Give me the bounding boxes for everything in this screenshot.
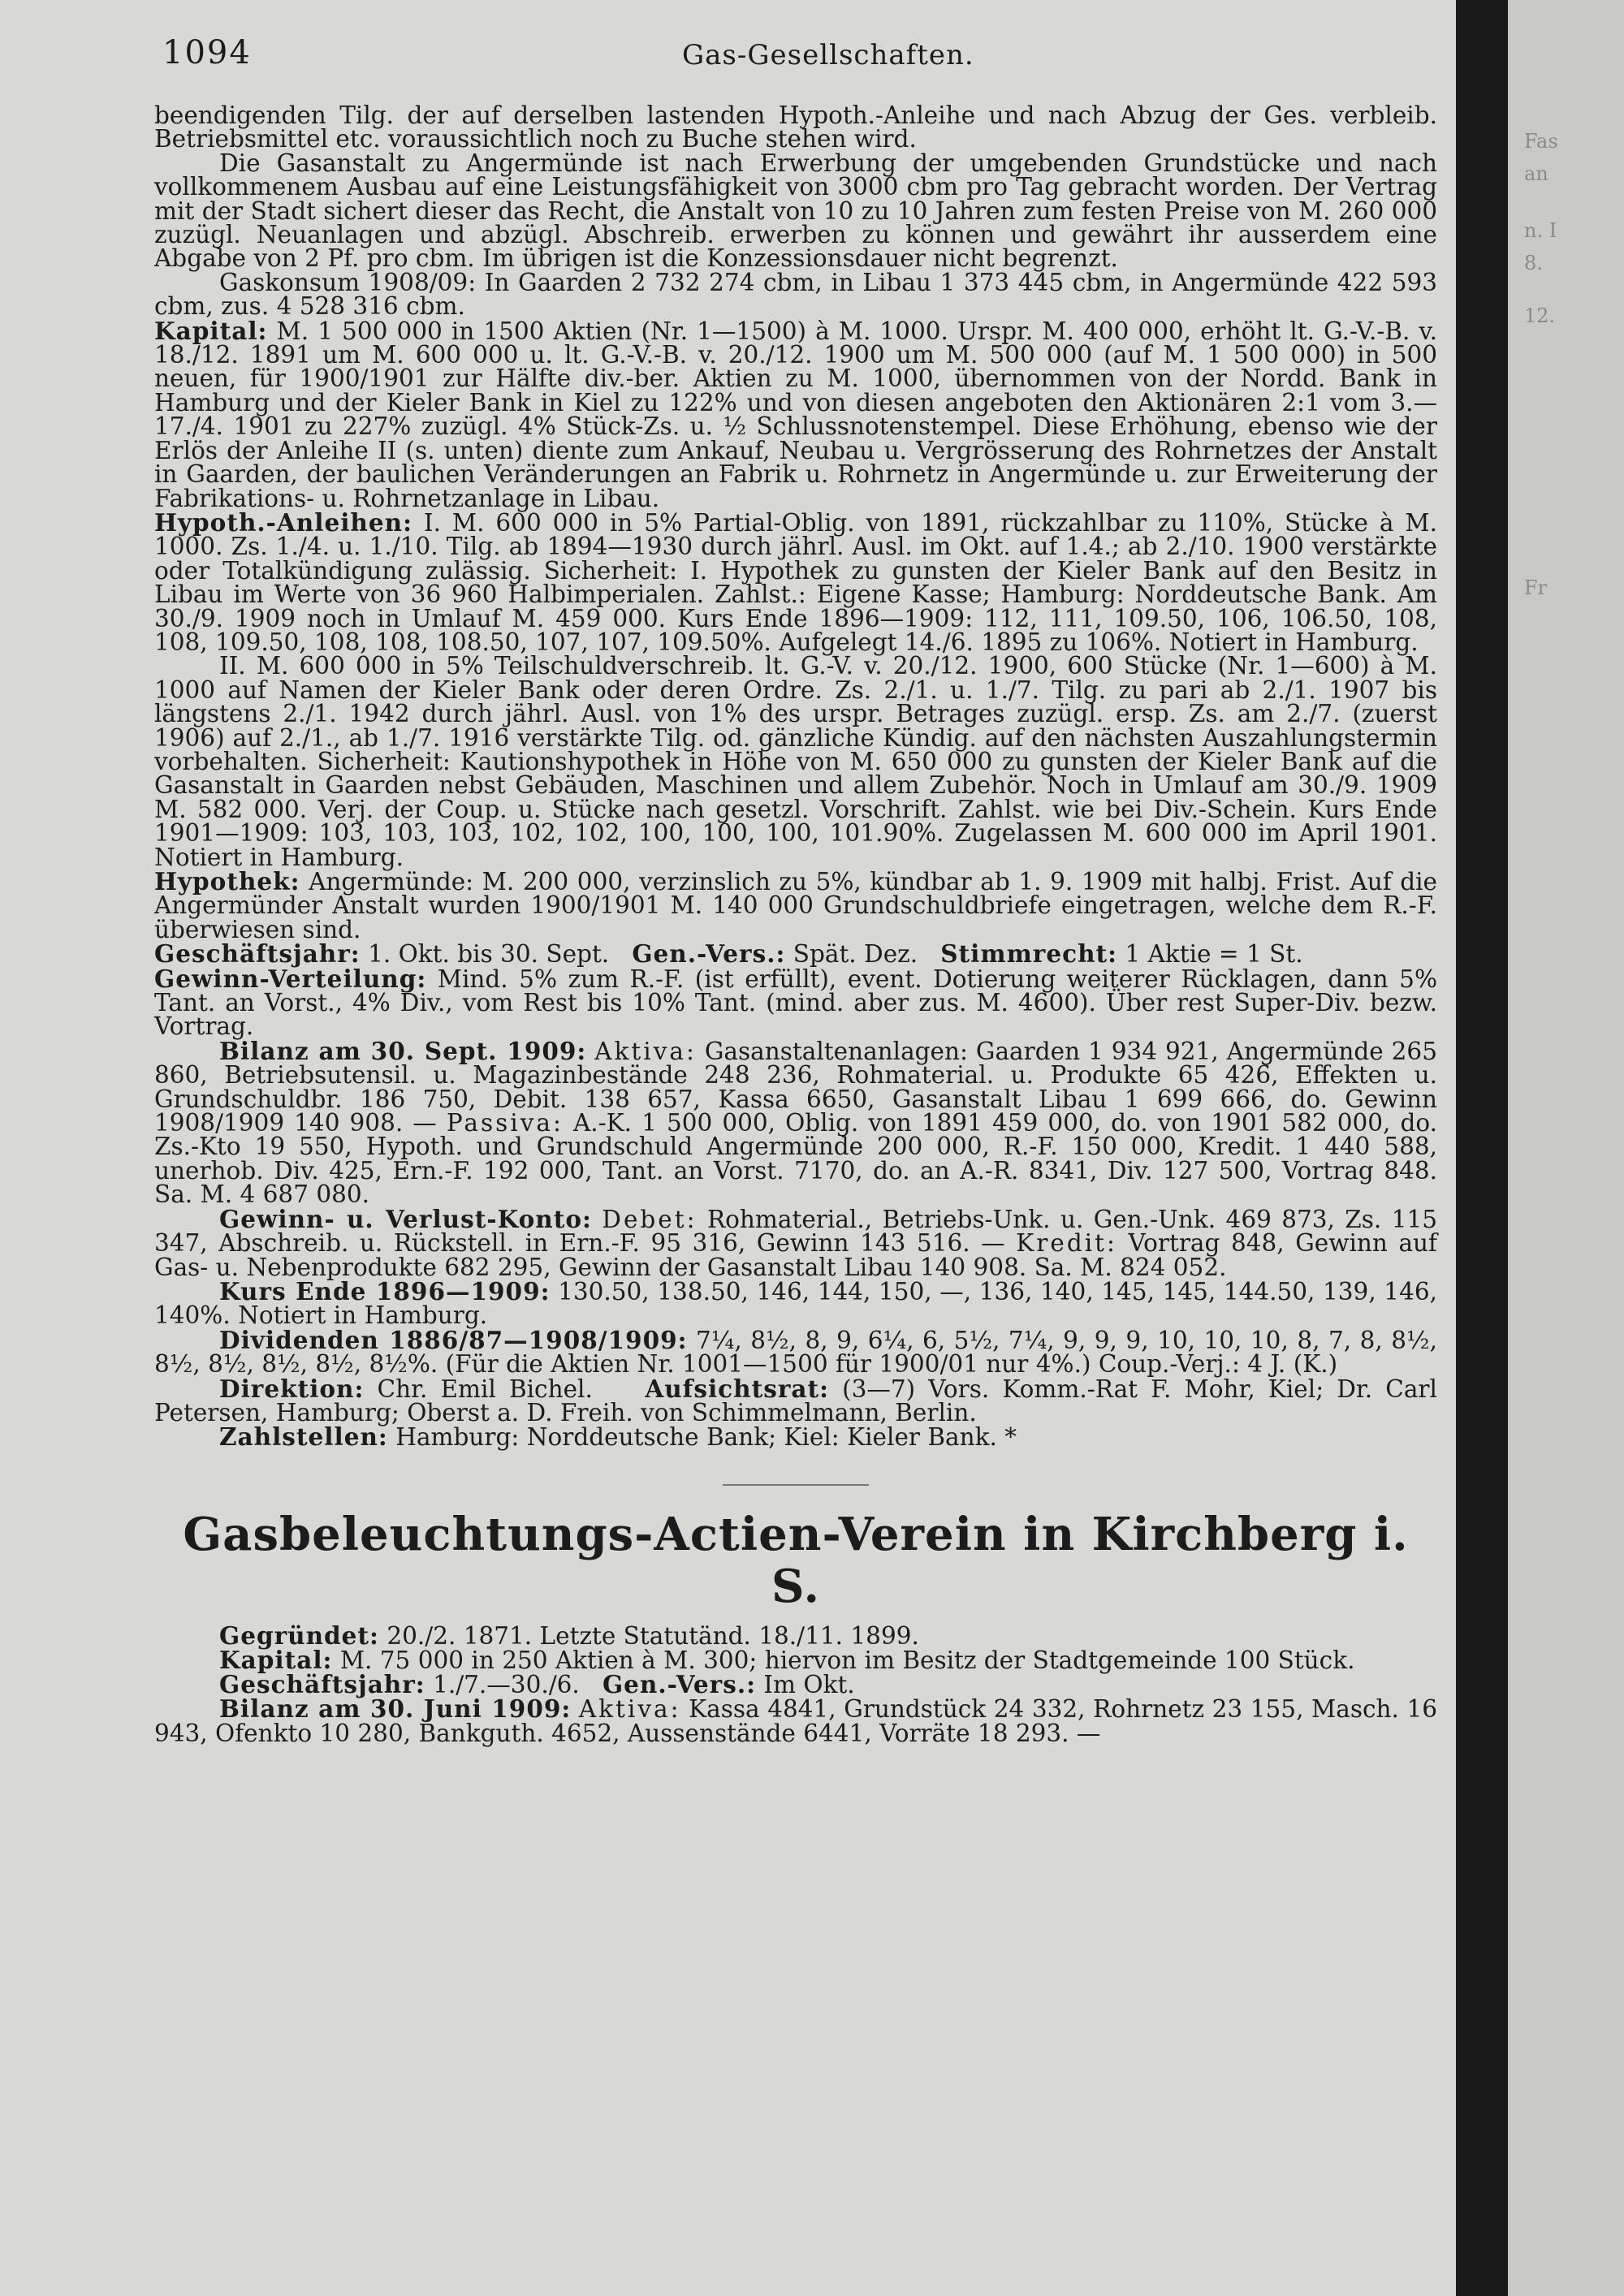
main-column	[154, 101, 1437, 1747]
text-aufsichtsrat: (3—7) Vors. Komm.-Rat F. Mohr, Kiel; Dr. Carl Petersen, Hamburg; Oberst a. D. Freih. von Schimmelmann, Berlin.	[154, 1375, 1437, 1426]
page-number: 1094	[162, 34, 252, 71]
label-kredit: Kredit:	[1016, 1229, 1117, 1258]
paragraph-gasanstalt: Die Gasanstalt zu Angermünde ist nach Erwerbung der umgebenden Grundstücke und nach vollkommenem Ausbau auf eine Leistungsfähigkeit von 3000 cbm pro Tag gebracht worden. Der Vertrag mit der Stadt sichert dieser das Recht, die Anstalt von 10 zu 10 Jahren zum festen Preise von M. 260 000 zuzügl. Neuanlagen und abzügl. Abschreib. erwerben zu können und gewährt ihr ausserdem eine Abgabe von 2 Pf. pro cbm. Im übrigen ist die Konzessionsdauer nicht begrenzt.	[154, 149, 1437, 273]
label-zahlstellen: Zahlstellen:	[219, 1422, 388, 1452]
text-geschaeftsjahr: 1. Okt. bis 30. Sept.	[368, 940, 610, 969]
text-zahlstellen: Hamburg: Norddeutsche Bank; Kiel: Kieler Bank. *	[395, 1423, 1017, 1452]
book-spine-shadow	[1456, 0, 1508, 2296]
edge-fragment: 12.	[1524, 304, 1556, 327]
text-kredit: Vortrag 848, Gewinn auf Gas- u. Nebenprodukte 682 295, Gewinn der Gasanstalt Libau 140 908. Sa. M. 824 052.	[154, 1229, 1437, 1281]
label-hypoth-anleihen: Hypoth.-Anleihen:	[154, 507, 412, 537]
label-aktiva-2: Aktiva:	[578, 1694, 681, 1723]
text-kapital-2: M. 75 000 in 250 Aktien à M. 300; hiervon im Besitz der Stadtgemeinde 100 Stück.	[339, 1646, 1355, 1674]
label-bilanz-2: Bilanz am 30. Juni 1909:	[219, 1694, 572, 1723]
adjacent-page-edge	[1508, 0, 1624, 2296]
section-hypoth-anleihen	[154, 507, 1437, 656]
section-kapital-2	[154, 1645, 1437, 1674]
label-hypothek: Hypothek:	[154, 867, 300, 896]
article-title: Gasbeleuchtungs-Actien-Verein in Kirchberg i. S.	[183, 1507, 1409, 1613]
text-hypothek: Angermünde: M. 200 000, verzinslich zu 5%, kündbar ab 1. 9. 1909 mit halbj. Frist. Auf die Angermünder Anstalt wurden 1900/1901 M. 140 000 Grundschuldbriefe eingetragen, welche dem R.-F. überwiesen sind.	[154, 868, 1437, 943]
text-aktiva-2: Kassa 4841, Grundstück 24 332, Rohrnetz 23 155, Masch. 16 943, Ofenkto 10 280, Bankguth. 4652, Aussenstände 6441, Vorräte 18 293. —	[154, 1694, 1437, 1747]
edge-fragment: n. I	[1524, 219, 1557, 242]
text-stimmrecht: 1 Aktie = 1 St.	[1125, 940, 1303, 969]
label-aufsichtsrat: Aufsichtsrat:	[645, 1374, 829, 1403]
text-hypoth-anleihe-2: II. M. 600 000 in 5% Teilschuldverschreib. lt. G.-V. v. 20./12. 1900, 600 Stücke (Nr. 1—600) à M. 1000 auf Namen der Kieler Bank oder deren Ordre. Zs. 2./1. u. 1./7. Tilg. zu pari ab 2./1. 1907 bis längstens 2./1. 1942 durch jährl. Ausl. von 1% des urspr. Betrages zuzügl. ersp. Zs. am 2./7. (zuerst 1906) auf 2./1., ab 1./7. 1916 verstärkte Tilg. od. gänzliche Kündig. auf den nächsten Auszahlungstermin vorbehalten. Sicherheit: Kautionshypothek in Höhe von M. 650 000 zu gunsten der Kieler Bank auf die Gasanstalt in Gaarden nebst Gebäuden, Maschinen und allem Zubehör. Noch in Umlauf am 30./9. 1909 M. 582 000. Verj. der Coup. u. Stücke nach gesetzl. Vorschrift. Zahlst. wie bei Div.-Schein. Kurs Ende 1901—1909: 103, 103, 103, 102, 102, 100, 100, 100, 101.90%. Zugelassen M. 600 000 im April 1901. Notiert in Hamburg.	[154, 652, 1437, 871]
text-hypoth-anleihe-1: I. M. 600 000 in 5% Partial-Oblig. von 1891, rückzahlbar zu 110%, Stücke à M. 1000. Zs. 1./4. u. 1./10. Tilg. ab 1894—1930 durch jährl. Ausl. im Okt. auf 1.4.; ab 2./10. 1900 verstärkte oder Totalkündigung zulässig. Sicherheit: I. Hypothek zu gunsten der Kieler Bank auf den Besitz in Libau im Werte von 36 960 Halbimperialen. Zahlst.: Eigene Kasse; Hamburg: Norddeutsche Bank. Am 30./9. 1909 noch in Umlauf M. 459 000. Kurs Ende 1896—1909: 112, 111, 109.50, 106, 106.50, 108, 108, 109.50, 108, 108, 108.50, 107, 107, 109.50%. Aufgelegt 14./6. 1895 zu 106%. Notiert in Hamburg.	[154, 508, 1437, 656]
edge-fragment: Fas	[1524, 130, 1558, 153]
running-title: Gas-Gesellschaften.	[682, 39, 974, 71]
label-passiva: Passiva:	[446, 1109, 564, 1137]
label-bilanz: Bilanz am 30. Sept. 1909:	[219, 1036, 587, 1065]
page-header	[162, 34, 1445, 83]
section-hypothek	[154, 867, 1437, 943]
label-direktion: Direktion:	[219, 1374, 365, 1403]
section-gegruendet	[154, 1621, 1437, 1650]
label-gen-vers-2: Gen.-Vers.:	[602, 1669, 756, 1698]
article-2-body	[154, 1621, 1437, 1747]
edge-fragment: 8.	[1524, 252, 1543, 274]
paragraph-continuation: beendigenden Tilg. der auf derselben lastenden Hypoth.-Anleihe und nach Abzug der Ges. verbleib. Betriebsmittel etc. voraussichtlich noch zu Buche stehen wird.	[154, 101, 1437, 153]
section-direktion	[154, 1374, 1437, 1426]
text-gewinn-verteilung: Mind. 5% zum R.-F. (ist erfüllt), event. Dotierung weiterer Rücklagen, dann 5% Tant. an Vorst., 4% Div., vom Rest bis 10% Tant. (mind. aber zus. M. 4600). Über rest Super-Div. bezw. Vortrag.	[154, 965, 1437, 1041]
label-geschaeftsjahr-2: Geschäftsjahr:	[219, 1669, 425, 1698]
text-geschaeftsjahr-2: 1./7.—30./6.	[433, 1670, 580, 1698]
label-gewinn-verteilung: Gewinn-Verteilung:	[154, 964, 427, 993]
text-kapital: M. 1 500 000 in 1500 Aktien (Nr. 1—1500) à M. 1000. Urspr. M. 400 000, erhöht lt. G.-V.-B. v. 18./12. 1891 um M. 600 000 u. lt. G.-V.-B. v. 20./12. 1900 um M. 500 000 (auf M. 1 500 000) in 500 neuen, für 1900/1901 zur Hälfte div.-ber. Aktien zu M. 1000, übernommen von der Nordd. Bank in Hamburg und der Kieler Bank in Kiel zu 122% und von diesen angeboten den Aktionären 2:1 vom 3.—17./4. 1901 zu 227% zuzügl. 4% Stück-Zs. u. ½ Schlussnotenstempel. Diese Erhöhung, ebenso wie der Erlös der Anleihe II (s. unten) diente zum Ankauf, Neubau u. Vergrösserung des Rohrnetzes der Anstalt in Gaarden, der baulichen Veränderungen an Fabrik u. Rohrnetz in Angermünde u. zur Erweiterung der Fabrikations- u. Rohrnetzanlage in Libau.	[154, 317, 1437, 512]
text-dividenden: 7¼, 8½, 8, 9, 6¼, 6, 5½, 7¼, 9, 9, 9, 10, 10, 10, 8, 7, 8, 8½, 8½, 8½, 8½, 8½, 8½%. (Für die Aktien Nr. 1001—1500 für 1900/01 nur 4%.) Coup.-Verj.: 4 J. (K.)	[154, 1326, 1437, 1379]
text-gen-vers-2: Im Okt.	[763, 1670, 855, 1698]
section-kapital	[154, 316, 1437, 512]
label-gewinn-verlust: Gewinn- u. Verlust-Konto:	[219, 1204, 592, 1233]
label-debet: Debet:	[602, 1205, 698, 1233]
edge-fragment: Fr	[1524, 576, 1548, 599]
section-bilanz-2	[154, 1694, 1437, 1747]
text-debet: Rohmaterial., Betriebs-Unk. u. Gen.-Unk. 469 873, Zs. 115 347, Abschreib. u. Rückstell. in Ern.-F. 95 316, Gewinn 143 516. —	[154, 1205, 1437, 1258]
label-kurs: Kurs Ende 1896—1909:	[219, 1276, 551, 1306]
text-kurs: 130.50, 138.50, 146, 144, 150, —, 136, 140, 145, 145, 144.50, 139, 146, 140%. Notiert in Hamburg.	[154, 1277, 1437, 1330]
paragraph-gaskonsum: Gaskonsum 1908/09: In Gaarden 2 732 274 cbm, in Libau 1 373 445 cbm, in Angermünde 422 593 cbm, zus. 4 528 316 cbm.	[154, 268, 1437, 321]
section-bilanz	[154, 1036, 1437, 1209]
label-dividenden: Dividenden 1886/87—1908/1909:	[219, 1325, 688, 1354]
text-gegruendet: 20./2. 1871. Letzte Statutänd. 18./11. 1899.	[387, 1621, 919, 1650]
label-kapital: Kapital:	[154, 316, 268, 345]
edge-fragment: an	[1524, 162, 1548, 185]
label-stimmrecht: Stimmrecht:	[940, 939, 1118, 969]
section-divider	[723, 1484, 869, 1486]
label-gen-vers: Gen.-Vers.:	[632, 939, 786, 969]
text-aktiva: Gasanstaltenanlagen: Gaarden 1 934 921, Angermünde 265 860, Betriebsutensil. u. Magazinbestände 248 236, Rohmaterial. u. Produkte 65 426, Effekten u. Grundschuldbr. 186 750, Debit. 138 657, Kassa 6650, Gasanstalt Libau 1 699 666, do. Gewinn 1908/1909 140 908. —	[154, 1037, 1437, 1137]
text-gen-vers: Spät. Dez.	[793, 940, 918, 969]
section-geschaeftsjahr	[154, 939, 1437, 969]
section-zahlstellen	[154, 1422, 1437, 1452]
section-gewinn-verteilung	[154, 964, 1437, 1041]
section-dividenden	[154, 1325, 1437, 1379]
section-gewinn-verlust	[154, 1204, 1437, 1281]
label-gegruendet: Gegründet:	[219, 1621, 379, 1650]
text-passiva: A.-K. 1 500 000, Oblig. von 1891 459 000, do. von 1901 582 000, do. Zs.-Kto 19 550, Hypoth. und Grundschuld Angermünde 200 000, R.-F. 150 000, Kredit. 1 440 588, unerhob. Div. 425, Ern.-F. 192 000, Tant. an Vorst. 7170, do. an A.-R. 8341, Div. 127 500, Vortrag 848. Sa. M. 4 687 080.	[154, 1109, 1437, 1209]
text-direktion: Chr. Emil Bichel.	[377, 1375, 593, 1403]
label-aktiva: Aktiva:	[594, 1037, 697, 1065]
label-geschaeftsjahr: Geschäftsjahr:	[154, 939, 361, 969]
section-kurs	[154, 1276, 1437, 1330]
section-geschaeftsjahr-2	[154, 1669, 1437, 1698]
label-kapital-2: Kapital:	[219, 1645, 333, 1674]
